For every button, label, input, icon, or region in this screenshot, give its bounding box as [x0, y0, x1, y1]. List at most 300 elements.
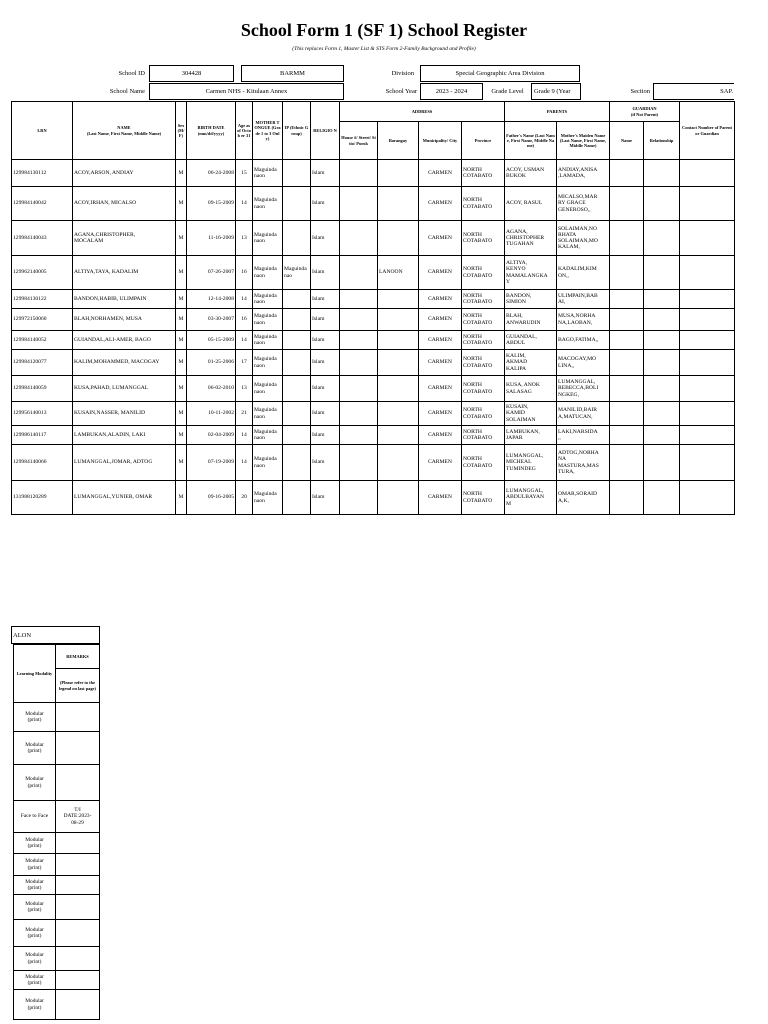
col-lrn: LRN [12, 102, 73, 160]
cell-mother-tongue: Maguinda naon [253, 426, 283, 445]
cell-religion: Islam [311, 160, 340, 187]
cell-mother-tongue: Maguinda naon [253, 187, 283, 221]
cell-municipality: CARMEN [419, 160, 462, 187]
cell-contact [680, 290, 735, 309]
col-relationship: Relationship [644, 122, 680, 160]
cell-house [340, 256, 378, 290]
list-item [14, 833, 100, 854]
cell-name: ACOY,IRHAN, MICALSO [73, 187, 176, 221]
cell-mother: KADALIM,KIM ON,, [557, 256, 610, 290]
school-year-value: 2023 - 2024 [420, 83, 483, 100]
cell-mother: ANDIAY,ANISA ,LAMADA, [557, 160, 610, 187]
col-religion: RELIGIO N [311, 102, 340, 160]
cell-sex: M [176, 350, 187, 376]
cell-ip: Maguinda nao [283, 256, 311, 290]
cell-father: LAMBUKAN, JAPAR [505, 426, 557, 445]
cell-guardian-name [610, 256, 644, 290]
col-birth-date: BIRTH DATE (mm/dd/yyyy) [187, 102, 236, 160]
cell-father: ACOY, RASUL [505, 187, 557, 221]
section-value: SAP. [653, 83, 734, 100]
cell-mother-tongue: Maguinda naon [253, 256, 283, 290]
cell-ip [283, 350, 311, 376]
cell-municipality: CARMEN [419, 290, 462, 309]
cell-ip [283, 376, 311, 402]
cell-religion: Islam [311, 187, 340, 221]
cell-lrn: 129984140059 [12, 376, 73, 402]
col-municipality: Municipality/ City [419, 122, 462, 160]
cell-barangay: LANOON [378, 256, 419, 290]
cell-municipality: CARMEN [419, 445, 462, 481]
cell-barangay [378, 445, 419, 481]
cell-relationship [644, 445, 680, 481]
cell-mother-tongue: Maguinda naon [253, 160, 283, 187]
form-subtitle: (This replaces Form 1, Master List & STS Form 2-Family Background and Profile) [292, 46, 476, 52]
cell-modality: Modular (print) [14, 876, 56, 895]
cell-sex: M [176, 331, 187, 350]
cell-municipality: CARMEN [419, 376, 462, 402]
form-title: School Form 1 (SF 1) School Register [240, 20, 528, 40]
cell-mother: ADTOG,NORHA NA MASTURA,MAS TURA, [557, 445, 610, 481]
cell-barangay [378, 402, 419, 426]
cell-ip [283, 290, 311, 309]
col-guardian-name: Name [610, 122, 644, 160]
cell-barangay [378, 221, 419, 256]
cell-father: KUSA, ANOK SALASAG [505, 376, 557, 402]
cell-relationship [644, 290, 680, 309]
cell-father: ALTIYA, KENYO MAMALANGKA Y [505, 256, 557, 290]
col-remarks-note: (Please refer to the legend on last page) [56, 669, 100, 703]
cell-contact [680, 350, 735, 376]
school-name-value: Carmen NHS - Kitulaan Annex [149, 83, 344, 100]
cell-house [340, 445, 378, 481]
cell-birth-date: 03-30-2007 [187, 309, 236, 331]
division-value: Special Geographic Area Division [420, 65, 580, 82]
cell-modality: Modular (print) [14, 703, 56, 732]
col-house: House #/ Street/ Sitio/ Purok [340, 122, 378, 160]
cell-sex: M [176, 445, 187, 481]
cell-province: NORTH COTABATO [462, 445, 505, 481]
cell-guardian-name [610, 221, 644, 256]
table-row [12, 402, 735, 426]
cell-age: 13 [236, 376, 253, 402]
list-item [14, 990, 100, 1020]
cell-sex: M [176, 402, 187, 426]
cell-province: NORTH COTABATO [462, 187, 505, 221]
cell-modality: Modular (print) [14, 765, 56, 801]
cell-relationship [644, 187, 680, 221]
table-row [12, 376, 735, 402]
cell-religion: Islam [311, 481, 340, 515]
cell-contact [680, 309, 735, 331]
table-row [12, 331, 735, 350]
cell-municipality: CARMEN [419, 309, 462, 331]
cell-sex: M [176, 481, 187, 515]
cell-father: KUSAIN, KAMID SOLAIMAN [505, 402, 557, 426]
division-label: Division [391, 70, 414, 77]
cell-remarks [56, 990, 100, 1020]
cell-remarks [56, 703, 100, 732]
cell-guardian-name [610, 402, 644, 426]
cell-municipality: CARMEN [419, 481, 462, 515]
school-name-label: School Name [109, 88, 145, 95]
cell-province: NORTH COTABATO [462, 221, 505, 256]
cell-province: NORTH COTABATO [462, 331, 505, 350]
cell-relationship [644, 481, 680, 515]
cell-religion: Islam [311, 221, 340, 256]
col-father: Father's Name (Last Name, First Name, Middle Name) [505, 122, 557, 160]
cell-age: 16 [236, 256, 253, 290]
cell-mother: ULIMPAIN,BAB AI, [557, 290, 610, 309]
cell-birth-date: 07-19-2009 [187, 445, 236, 481]
register-table [11, 101, 735, 515]
col-name: NAME (Last Name, First Name, Middle Name) [73, 102, 176, 160]
cell-relationship [644, 331, 680, 350]
cell-lrn: 129972150060 [12, 309, 73, 331]
cell-name: LUMANGGAL,YUNIER, OMAR [73, 481, 176, 515]
section-label: Section [630, 88, 650, 95]
cell-mother: SOLAIMAN,NO RHATA SOLAIMAN,MO KALAM, [557, 221, 610, 256]
col-guardian: GUARDIAN (if Not Parent) [610, 102, 680, 122]
cell-barangay [378, 481, 419, 515]
cell-modality: Face to Face [14, 801, 56, 833]
table-row [12, 350, 735, 376]
school-id-label: School ID [118, 70, 145, 77]
table-row [12, 426, 735, 445]
cell-remarks: T/I DATE:2023- 08-29 [56, 801, 100, 833]
list-item [14, 876, 100, 895]
cell-municipality: CARMEN [419, 402, 462, 426]
cell-ip [283, 445, 311, 481]
cell-province: NORTH COTABATO [462, 376, 505, 402]
school-year-label: School Year [385, 88, 417, 95]
cell-lrn: 129986140117 [12, 426, 73, 445]
cell-name: LAMBUKAN,ALADIN, LAKI [73, 426, 176, 445]
list-item [14, 971, 100, 990]
cell-guardian-name [610, 426, 644, 445]
table-row [12, 187, 735, 221]
cell-mother: LUMANGGAL, REBECCA,BOLI NGKEG, [557, 376, 610, 402]
cell-barangay [378, 376, 419, 402]
cell-house [340, 309, 378, 331]
list-item [14, 703, 100, 732]
cell-mother-tongue: Maguinda naon [253, 290, 283, 309]
cell-remarks [56, 895, 100, 920]
cell-father: ACOY, USMAN BUKOK [505, 160, 557, 187]
cell-mother: MUSA,NORHA NA,LAOBAN, [557, 309, 610, 331]
cell-birth-date: 06-24-2008 [187, 160, 236, 187]
cell-contact [680, 426, 735, 445]
cell-father: BANDON, SIMION [505, 290, 557, 309]
cell-lrn: 129956140013 [12, 402, 73, 426]
cell-name: AGANA,CHRISTOPHER, MOCALAM [73, 221, 176, 256]
cell-name: GUIANDAL,ALI-AMER, BAGO [73, 331, 176, 350]
cell-mother: LAKI,NARSIDA ,, [557, 426, 610, 445]
cell-name: ALTIYA,TAYA, KADALIM [73, 256, 176, 290]
cell-father: AGANA, CHRISTOPHER TUGAHAN [505, 221, 557, 256]
cell-house [340, 426, 378, 445]
cell-relationship [644, 256, 680, 290]
table-row [12, 309, 735, 331]
cell-mother-tongue: Maguinda naon [253, 309, 283, 331]
cell-house [340, 402, 378, 426]
table-row [12, 290, 735, 309]
cell-modality: Modular (print) [14, 895, 56, 920]
region-value: BARMM [241, 65, 344, 82]
cell-province: NORTH COTABATO [462, 256, 505, 290]
cell-lrn: 129984140043 [12, 221, 73, 256]
cell-religion: Islam [311, 426, 340, 445]
cell-guardian-name [610, 350, 644, 376]
cell-religion: Islam [311, 445, 340, 481]
cell-sex: M [176, 256, 187, 290]
cell-age: 15 [236, 160, 253, 187]
cell-birth-date: 02-04-2009 [187, 426, 236, 445]
cell-lrn: 129984140066 [12, 445, 73, 481]
cell-province: NORTH COTABATO [462, 481, 505, 515]
cell-lrn: 129984140042 [12, 187, 73, 221]
cell-lrn: 129984130112 [12, 160, 73, 187]
cell-mother: MICALSO,MAR RY GRACE GENEROSO,, [557, 187, 610, 221]
grade-level-label: Grade Level [491, 88, 524, 95]
cell-ip [283, 426, 311, 445]
cell-age: 20 [236, 481, 253, 515]
cell-municipality: CARMEN [419, 256, 462, 290]
cell-birth-date: 05-15-2009 [187, 331, 236, 350]
col-parents: PARENTS [505, 102, 610, 122]
cell-mother: OMAR,SORAID A,K, [557, 481, 610, 515]
cell-contact [680, 256, 735, 290]
cell-province: NORTH COTABATO [462, 426, 505, 445]
cell-religion: Islam [311, 376, 340, 402]
cell-municipality: CARMEN [419, 187, 462, 221]
cell-birth-date: 12-14-2008 [187, 290, 236, 309]
cell-municipality: CARMEN [419, 221, 462, 256]
cell-guardian-name [610, 481, 644, 515]
cell-guardian-name [610, 445, 644, 481]
cell-contact [680, 331, 735, 350]
cell-birth-date: 09-15-2009 [187, 187, 236, 221]
col-mother: Mother's Maiden Name (Last Name, First Name, Middle Name) [557, 122, 610, 160]
cell-guardian-name [610, 376, 644, 402]
cell-remarks [56, 920, 100, 947]
cell-modality: Modular (print) [14, 920, 56, 947]
cell-name: ACOY,ARSON, ANDIAY [73, 160, 176, 187]
cell-religion: Islam [311, 256, 340, 290]
list-item [14, 920, 100, 947]
cell-relationship [644, 402, 680, 426]
cell-name: BANDON,HABIB, ULIMPAIN [73, 290, 176, 309]
cell-contact [680, 221, 735, 256]
table-row [12, 481, 735, 515]
cell-sex: M [176, 290, 187, 309]
col-remarks: REMARKS [56, 645, 100, 669]
col-address: ADDRESS [340, 102, 505, 122]
cell-mother: MACOGAY,MO LINA,, [557, 350, 610, 376]
list-item [14, 895, 100, 920]
cell-contact [680, 160, 735, 187]
cell-barangay [378, 290, 419, 309]
cell-barangay [378, 160, 419, 187]
cell-barangay [378, 309, 419, 331]
cell-ip [283, 187, 311, 221]
cell-relationship [644, 221, 680, 256]
grade-level-value: Grade 9 (Year [531, 83, 581, 100]
cell-remarks [56, 833, 100, 854]
cell-barangay [378, 187, 419, 221]
cell-relationship [644, 426, 680, 445]
cell-sex: M [176, 221, 187, 256]
cell-relationship [644, 160, 680, 187]
cell-mother: MANILID,BAIR A,MATUCAN, [557, 402, 610, 426]
cell-mother-tongue: Maguinda naon [253, 350, 283, 376]
cell-age: 14 [236, 187, 253, 221]
cell-sex: M [176, 309, 187, 331]
cell-name: BLAH,NORHAMEN, MUSA [73, 309, 176, 331]
cell-modality: Modular (print) [14, 990, 56, 1020]
cell-father: GUIANDAL, ABDUL [505, 331, 557, 350]
cell-guardian-name [610, 290, 644, 309]
cell-sex: M [176, 426, 187, 445]
cell-house [340, 160, 378, 187]
col-sex: Sex (M/F) [176, 102, 187, 160]
table-row [12, 256, 735, 290]
cell-house [340, 187, 378, 221]
cell-modality: Modular (print) [14, 971, 56, 990]
cell-ip [283, 309, 311, 331]
table-row [12, 160, 735, 187]
cell-mother-tongue: Maguinda naon [253, 221, 283, 256]
cell-religion: Islam [311, 331, 340, 350]
cell-municipality: CARMEN [419, 331, 462, 350]
cell-name: LUMANGGAL,JOMAR, ADTOG [73, 445, 176, 481]
cell-relationship [644, 350, 680, 376]
cell-province: NORTH COTABATO [462, 309, 505, 331]
cell-ip [283, 221, 311, 256]
cell-age: 14 [236, 426, 253, 445]
cell-religion: Islam [311, 350, 340, 376]
cell-mother-tongue: Maguinda naon [253, 481, 283, 515]
col-barangay: Barangay [378, 122, 419, 160]
remarks-table [13, 644, 100, 1020]
cell-remarks [56, 854, 100, 876]
cell-father: BLAH, ANWARUDIN [505, 309, 557, 331]
col-learning-modality: Learning Modality [14, 645, 56, 703]
cell-lrn: 129984120077 [12, 350, 73, 376]
cell-modality: Modular (print) [14, 854, 56, 876]
cell-remarks [56, 947, 100, 971]
cell-remarks [56, 732, 100, 765]
table-row [12, 221, 735, 256]
cell-ip [283, 402, 311, 426]
cell-lrn: 129962140005 [12, 256, 73, 290]
cell-religion: Islam [311, 290, 340, 309]
col-contact: Contact Number of Parent or Guardian [680, 102, 735, 160]
cell-relationship [644, 376, 680, 402]
cell-religion: Islam [311, 402, 340, 426]
cell-barangay [378, 350, 419, 376]
col-ip: IP (Ethnic Group) [283, 102, 311, 160]
cell-guardian-name [610, 187, 644, 221]
cell-sex: M [176, 376, 187, 402]
cell-lrn: 131988120289 [12, 481, 73, 515]
col-mother-tongue: MOTHER TONGUE (Grade 1 to 3 Only) [253, 102, 283, 160]
cell-birth-date: 01-25-2006 [187, 350, 236, 376]
cell-house [340, 350, 378, 376]
cell-contact [680, 481, 735, 515]
cell-father: LUMANGGAL, ABDULBAYAN M [505, 481, 557, 515]
cell-remarks [56, 765, 100, 801]
cell-province: NORTH COTABATO [462, 350, 505, 376]
cell-barangay [378, 426, 419, 445]
cell-contact [680, 376, 735, 402]
cell-mother-tongue: Maguinda naon [253, 376, 283, 402]
cell-house [340, 331, 378, 350]
cell-province: NORTH COTABATO [462, 290, 505, 309]
col-province: Province [462, 122, 505, 160]
section-name-continued: ALON [11, 626, 100, 644]
cell-name: KALIM,MOHAMMED, MACOGAY [73, 350, 176, 376]
cell-birth-date: 09-16-2005 [187, 481, 236, 515]
cell-age: 17 [236, 350, 253, 376]
cell-modality: Modular (print) [14, 732, 56, 765]
cell-birth-date: 06-02-2010 [187, 376, 236, 402]
cell-house [340, 376, 378, 402]
cell-remarks [56, 971, 100, 990]
cell-ip [283, 481, 311, 515]
cell-lrn: 129984140052 [12, 331, 73, 350]
cell-ip [283, 331, 311, 350]
list-item [14, 765, 100, 801]
cell-contact [680, 445, 735, 481]
cell-contact [680, 187, 735, 221]
cell-barangay [378, 331, 419, 350]
list-item [14, 947, 100, 971]
list-item [14, 854, 100, 876]
cell-birth-date: 10-11-2002 [187, 402, 236, 426]
cell-birth-date: 07-26-2007 [187, 256, 236, 290]
cell-guardian-name [610, 309, 644, 331]
cell-mother-tongue: Maguinda naon [253, 445, 283, 481]
cell-mother-tongue: Maguinda naon [253, 331, 283, 350]
cell-municipality: CARMEN [419, 426, 462, 445]
cell-age: 13 [236, 221, 253, 256]
col-age: Age as of Octob er 31 [236, 102, 253, 160]
cell-religion: Islam [311, 309, 340, 331]
cell-sex: M [176, 160, 187, 187]
cell-mother: BAGO,FATIMA,, [557, 331, 610, 350]
cell-guardian-name [610, 160, 644, 187]
cell-mother-tongue: Maguinda naon [253, 402, 283, 426]
cell-ip [283, 160, 311, 187]
cell-guardian-name [610, 331, 644, 350]
table-row [12, 445, 735, 481]
cell-age: 21 [236, 402, 253, 426]
cell-lrn: 129984130122 [12, 290, 73, 309]
cell-father: KALIM, AKMAD KALIPA [505, 350, 557, 376]
cell-age: 14 [236, 445, 253, 481]
cell-house [340, 221, 378, 256]
list-item [14, 801, 100, 833]
cell-name: KUSA,PAHAD, LUMANGGAL [73, 376, 176, 402]
cell-modality: Modular (print) [14, 947, 56, 971]
cell-father: LUMANGGAL, MICHEAL TUMINDEG [505, 445, 557, 481]
cell-province: NORTH COTABATO [462, 402, 505, 426]
cell-remarks [56, 876, 100, 895]
school-id-value: 304428 [149, 65, 234, 82]
cell-name: KUSAIN,NASSER, MANILID [73, 402, 176, 426]
cell-house [340, 290, 378, 309]
cell-house [340, 481, 378, 515]
